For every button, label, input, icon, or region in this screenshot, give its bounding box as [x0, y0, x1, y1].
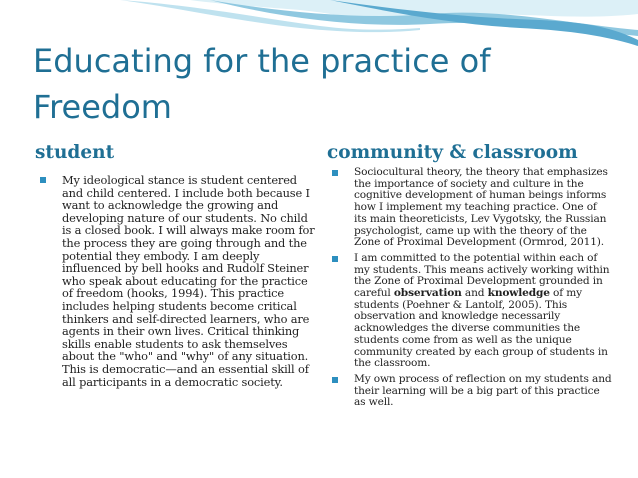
right-column-list	[332, 167, 612, 413]
right-item-2-part2: and	[461, 287, 488, 300]
square-bullet-icon	[332, 377, 338, 383]
right-item-3	[332, 374, 612, 409]
right-column-heading: community & classroom	[327, 142, 578, 163]
square-bullet-icon	[332, 256, 338, 262]
square-bullet-icon	[40, 177, 46, 183]
right-item-1	[332, 167, 612, 249]
right-item-2	[332, 253, 612, 370]
left-column-heading: student	[35, 142, 115, 163]
slide-title: Educating for the practice of Freedom	[33, 42, 491, 126]
right-item-2-bold-knowledge: knowledge	[487, 287, 550, 300]
right-item-3-text: My own process of reflection on my students and their learning will be a big part of this practice as well.	[354, 372, 612, 409]
left-item-1	[40, 174, 316, 388]
right-item-2-part3: of my students (Poehner & Lantolf, 2005). This observation and knowledge necessarily acknowledges the diverse communities the students come from as well as the unique community created by each group of students in the classroom.	[354, 287, 608, 370]
right-item-1-text: Sociocultural theory, the theory that emphasizes the importance of society and culture in the cognitive development of human beings informs how I implement my teaching practice. One of its main theoreticists, Lev Vygotsky, the Russian psychologist, came up with the theory of the Zone of Proximal Development (Ormrod, 2011).	[354, 166, 608, 249]
left-column-list	[40, 174, 316, 388]
square-bullet-icon	[332, 170, 338, 176]
right-item-2-bold-observation: observation	[393, 287, 462, 300]
right-item-2-part1: I am committed to the potential within each of my students. This means actively working within the Zone of Proximal Development grounded in careful	[354, 251, 610, 300]
left-item-1-text: My ideological stance is student centered and child centered. I include both because I want to acknowledge the growing and developing nature of our students. No child is a closed book. I will always make room for the process they are going through and the potential they embody. I am deeply influenced by bell hooks and Rudolf Steiner who speak about educating for the practice of freedom (hooks, 1994). This practice includes helping students become critical thinkers and self-directed learners, who are agents in their own lives. Critical thinking skills enable students to ask themselves about the "who" and "why" of any situation. This is democratic—and an essential skill of all participants in a democratic society.	[62, 173, 315, 389]
